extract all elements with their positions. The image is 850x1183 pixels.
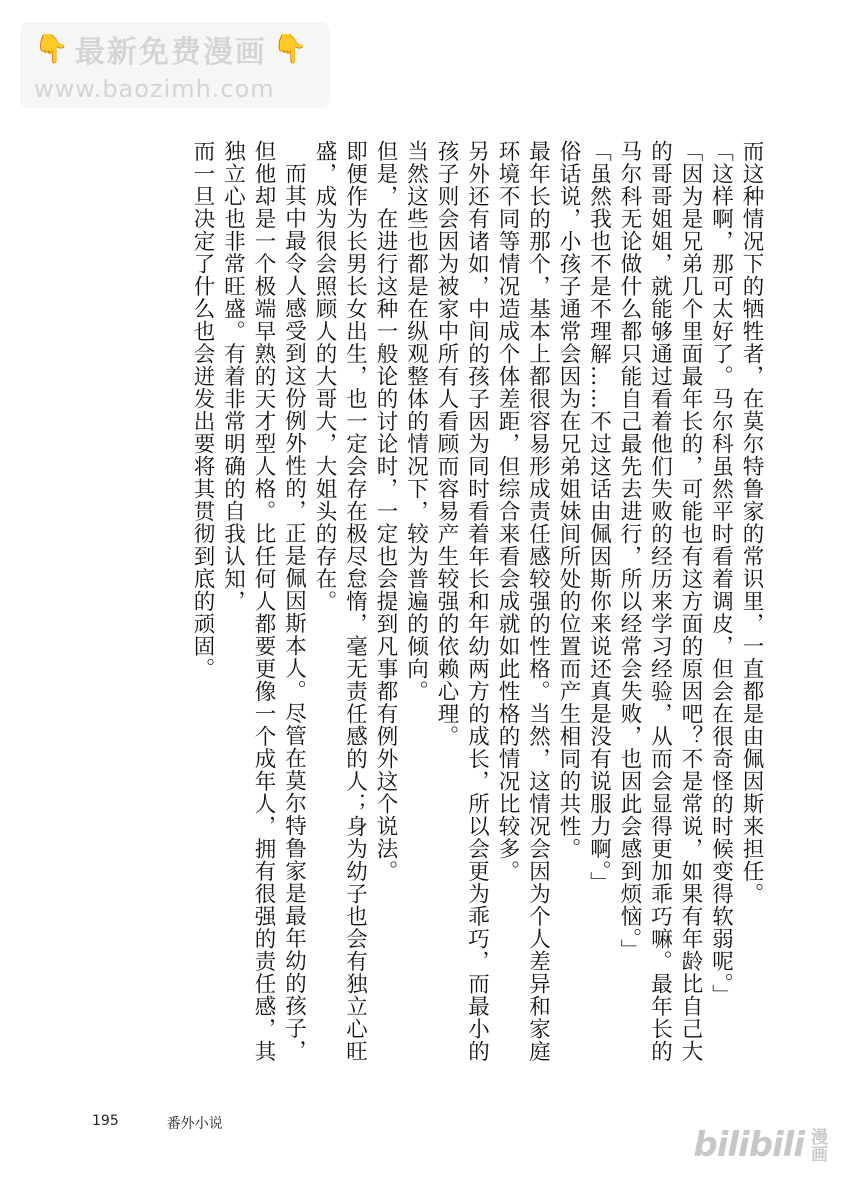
pointing-down-hand-icon: 👇: [272, 32, 308, 65]
paragraph: 另外还有诸如，中间的孩子因为同时看着年长和年幼两方的成长，所以会更为乖巧，而最小的孩子则会因为被家中所有人看顾而容易产生较强的依赖心理。: [434, 140, 490, 1063]
paragraph: 当然这些也都是在纵观整体的情况下，较为普遍的倾向。: [403, 140, 429, 703]
paragraph: 最年长的那个，基本上都很容易形成责任感较强的性格。当然，这情况会因为个人差异和家庭环境不同等情况造成个体差距，但综合来看会成就如此性格的情况比较多。: [495, 140, 551, 1063]
paragraph: 「因为是兄弟几个里面最年长的，可能也有这方面的原因吧？不是常说，如果有年龄比自己大的哥哥姐姐，就能够通过看着他们失败的经历来学习经验，从而会显得更加乖巧嘛。最年长的马尔科无论做什么都只能自己最先去进行，所以经常会失败，也因此会感到烦恼。」: [617, 140, 703, 1063]
novel-text-body: [86, 140, 766, 1070]
paragraph: 而这种情况下的牺牲者，在莫尔特鲁家的常识里，一直都是由佩因斯来担任。: [739, 140, 764, 905]
page-footer: [92, 1113, 223, 1133]
pointing-down-hand-icon: 👇: [34, 32, 69, 65]
watermark-title: 最新免费漫画: [74, 35, 267, 70]
paragraph: 而一旦决定了什么也会迸发出要将其贯彻到底的顽固。: [190, 140, 215, 680]
watermark-url: www.baozimh.com: [34, 75, 275, 103]
bilibili-manga-logo: [693, 1125, 826, 1165]
section-title: 番外小说: [166, 1116, 223, 1132]
logo-text: bilibili: [693, 1125, 804, 1165]
logo-subtitle: 漫画: [807, 1128, 827, 1162]
page-number: 195: [92, 1113, 119, 1129]
paragraph: 「这样啊，那可太好了。马尔科虽然平时看着调皮，但会在很奇怪的时候变得软弱呢。」: [708, 140, 734, 1007]
paragraph: 「虽然我也不是不理解……不过这话由佩因斯你来说还真是没有说服力啊。」: [586, 140, 612, 895]
watermark-title-row: [34, 27, 330, 71]
paragraph: 而其中最令人感受到这份例外性的，正是佩因斯本人。尽管在莫尔特鲁家是最年幼的孩子，但他却是一个极端早熟的天才型人格。比任何人都要更像一个成年人，拥有很强的责任感，其独立心也非常旺盛。有着非常明确的自我认知，: [220, 140, 307, 1063]
paragraph: 但是，在进行这种一般论的讨论时，一定也会提到凡事都有例外这个说法。: [373, 140, 398, 883]
watermark-banner: [20, 22, 330, 108]
paragraph: 俗话说，小孩子通常会因为在兄弟姐妹间所处的位置而产生相同的共性。: [556, 140, 581, 860]
paragraph: 即便作为长男长女出生，也一定会存在极尽怠惰，毫无责任感的人；身为幼子也会有独立心旺盛，成为很会照顾人的大哥大，大姐头的存在。: [312, 140, 368, 1063]
